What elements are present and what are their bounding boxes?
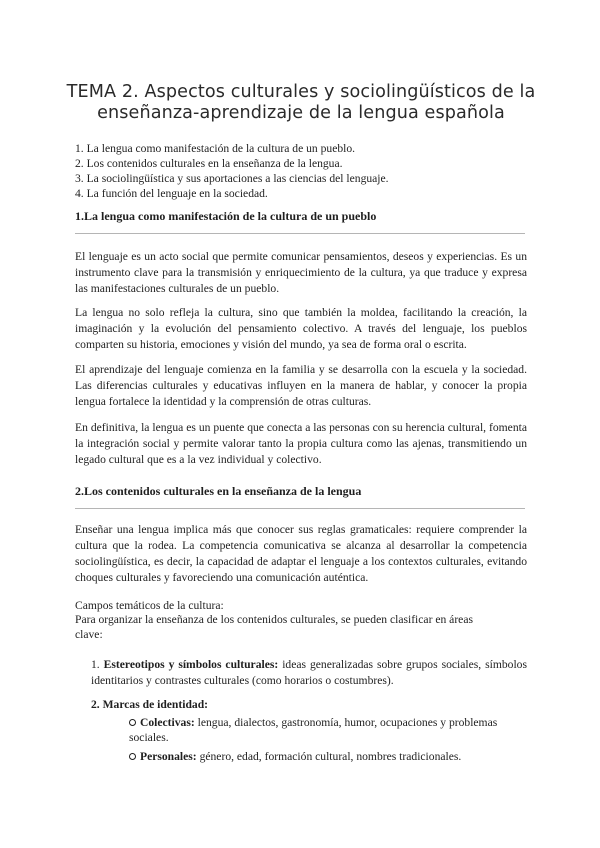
sub-list-item bbox=[129, 715, 527, 745]
section-1-heading: 1.La lengua como manifestación de la cultura de un pueblo bbox=[75, 209, 377, 223]
page-title: TEMA 2. Aspectos culturales y sociolingüísticos de la enseñanza-aprendizaje de la lengua española bbox=[66, 82, 536, 123]
list-item-number: 1. bbox=[91, 658, 100, 671]
section-2-intro: Enseñar una lengua implica más que conocer sus reglas gramaticales: requiere comprender la cultura que la rodea. La competencia comunicativa se alcanza al desarrollar la competencia sociolingüística, es decir, la capacidad de adaptar el lenguaje a los contextos culturales, evitando choques culturales y favoreciendo una comunicación auténtica. bbox=[75, 523, 527, 584]
section-1-divider bbox=[75, 233, 525, 234]
campos-text: Para organizar la enseñanza de los contenidos culturales, se pueden clasificar en áreas clave: bbox=[75, 613, 473, 641]
sub-item-text: lengua, dialectos, gastronomía, humor, ocupaciones y problemas sociales. bbox=[129, 716, 498, 744]
sub-item-term: Personales: bbox=[140, 750, 197, 763]
section-2-divider bbox=[75, 508, 525, 509]
section-2-heading: 2.Los contenidos culturales en la enseñanza de la lengua bbox=[75, 484, 362, 498]
sub-list-item bbox=[129, 749, 527, 764]
list-item bbox=[91, 657, 527, 689]
campos-label: Campos temáticos de la cultura: bbox=[75, 599, 224, 612]
section-1-paragraph: En definitiva, la lengua es un puente que conecta a las personas con su herencia cultural, fomenta la integración social y permite valorar tanto la propia cultura como las ajenas, transmitiendo un legado cultural que es a la vez individual y colectivo. bbox=[75, 421, 527, 466]
list-item-term: Estereotipos y símbolos culturales: bbox=[103, 658, 279, 671]
section-1-paragraph: El lenguaje es un acto social que permite comunicar pensamientos, deseos y experiencias. Es un instrumento clave para la transmisión y enriquecimiento de la cultura, ya que traduce y expresa las manifestaciones culturales de un pueblo. bbox=[75, 250, 527, 295]
section-1-paragraph: El aprendizaje del lenguaje comienza en la familia y se desarrolla con la escuela y la sociedad. Las diferencias culturales y educativas influyen en la manera de hablar, y conocer la propia lengua fortalece la identidad y la comprensión de otras culturas. bbox=[75, 363, 527, 408]
sub-item-text: género, edad, formación cultural, nombres tradicionales. bbox=[196, 750, 462, 763]
sub-item-term: Colectivas: bbox=[140, 716, 195, 729]
table-of-contents bbox=[75, 141, 535, 201]
toc-item: 1. La lengua como manifestación de la cultura de un pueblo. bbox=[75, 142, 356, 155]
toc-item: 4. La función del lenguaje en la sociedad. bbox=[75, 187, 268, 200]
toc-item: 2. Los contenidos culturales en la enseñanza de la lengua. bbox=[75, 157, 343, 170]
circle-bullet-icon bbox=[129, 719, 136, 726]
section-1-paragraph: La lengua no solo refleja la cultura, sino que también la moldea, facilitando la creación, la imaginación y la evolución del pensamiento colectivo. A través del lenguaje, los pueblos comparten su historia, emociones y visión del mundo, ya sea de forma oral o escrita. bbox=[75, 306, 527, 351]
circle-bullet-icon bbox=[129, 753, 136, 760]
toc-item: 3. La sociolingüística y sus aportaciones a las ciencias del lenguaje. bbox=[75, 172, 389, 185]
list-item-heading bbox=[91, 697, 527, 713]
list-item-text: ideas generalizadas sobre grupos sociales, símbolos identitarios y contrastes culturales (como horarios o costumbres). bbox=[91, 658, 527, 687]
identity-marks-heading: 2. Marcas de identidad: bbox=[91, 698, 209, 711]
